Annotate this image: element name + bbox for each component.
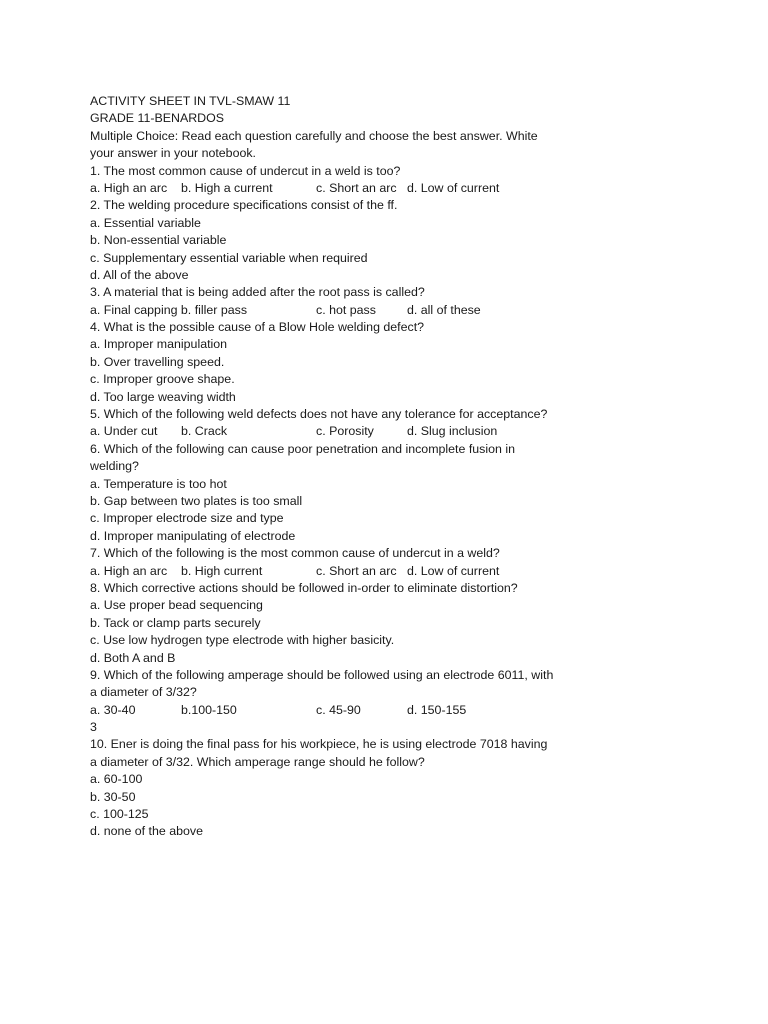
option-d: d. All of the above bbox=[90, 267, 189, 282]
option-a: a. 60-100 bbox=[90, 772, 143, 787]
option-b: b. Non-essential variable bbox=[90, 233, 227, 248]
option-c: c. Improper groove shape. bbox=[90, 372, 235, 387]
option-b: b. Over travelling speed. bbox=[90, 354, 225, 369]
option-d: d. Improper manipulating of electrode bbox=[90, 528, 296, 543]
option-d: d. all of these bbox=[407, 302, 481, 317]
option-d: d. 150-155 bbox=[407, 702, 467, 717]
option-d: d. Low of current bbox=[407, 563, 500, 578]
option-c: c. 100-125 bbox=[90, 807, 149, 822]
option-d: d. Low of current bbox=[407, 180, 500, 195]
question-3: 3. A material that is being added after the root pass is called? bbox=[90, 285, 425, 300]
option-d: d. Too large weaving width bbox=[90, 389, 236, 404]
option-c: c. Improper electrode size and type bbox=[90, 511, 284, 526]
grade-section: GRADE 11-BENARDOS bbox=[90, 111, 225, 126]
question-5: 5. Which of the following weld defects does not have any tolerance for acceptance? bbox=[90, 407, 548, 422]
option-d: d. Both A and B bbox=[90, 650, 176, 665]
option-b: b. High a current bbox=[181, 180, 273, 195]
question-1: 1. The most common cause of undercut in a weld is too? bbox=[90, 163, 401, 178]
question-9-line-2: a diameter of 3/32? bbox=[90, 685, 197, 700]
question-1-options bbox=[90, 180, 590, 197]
option-a: a. Use proper bead sequencing bbox=[90, 598, 263, 613]
option-a: a. High an arc bbox=[90, 180, 168, 195]
option-a: a. Improper manipulation bbox=[90, 337, 228, 352]
question-9-options bbox=[90, 702, 590, 719]
activity-sheet bbox=[90, 93, 590, 841]
option-b: b. Gap between two plates is too small bbox=[90, 493, 303, 508]
option-b: b. Crack bbox=[181, 424, 228, 439]
stray-note: 3 bbox=[90, 720, 97, 735]
option-a: a. Essential variable bbox=[90, 215, 201, 230]
option-c: c. Supplementary essential variable when required bbox=[90, 250, 368, 265]
question-4: 4. What is the possible cause of a Blow Hole welding defect? bbox=[90, 320, 425, 335]
question-7: 7. Which of the following is the most common cause of undercut in a weld? bbox=[90, 546, 500, 561]
option-a: a. Under cut bbox=[90, 424, 158, 439]
option-d: d. none of the above bbox=[90, 824, 203, 839]
option-c: c. Use low hydrogen type electrode with higher basicity. bbox=[90, 633, 395, 648]
option-c: c. Porosity bbox=[316, 424, 374, 439]
question-9-line-1: 9. Which of the following amperage should be followed using an electrode 6011, with bbox=[90, 667, 554, 682]
question-2: 2. The welding procedure specifications consist of the ff. bbox=[90, 198, 398, 213]
option-a: a. High an arc bbox=[90, 563, 168, 578]
option-a: a. Temperature is too hot bbox=[90, 476, 227, 491]
option-a: a. 30-40 bbox=[90, 702, 136, 717]
option-a-b: a. Final capping b. filler pass bbox=[90, 302, 248, 317]
option-b: b. 30-50 bbox=[90, 789, 136, 804]
option-c: c. Short an arc bbox=[316, 563, 397, 578]
option-d: d. Slug inclusion bbox=[407, 424, 498, 439]
instructions-line-2: your answer in your notebook. bbox=[90, 146, 256, 161]
question-5-options bbox=[90, 423, 590, 440]
question-3-options bbox=[90, 302, 590, 319]
question-10-line-2: a diameter of 3/32. Which amperage range should he follow? bbox=[90, 754, 425, 769]
question-6-line-2: welding? bbox=[90, 459, 139, 474]
option-c: c. hot pass bbox=[316, 302, 376, 317]
question-6-line-1: 6. Which of the following can cause poor penetration and incomplete fusion in bbox=[90, 441, 515, 456]
option-b: b. High current bbox=[181, 563, 263, 578]
question-10-line-1: 10. Ener is doing the final pass for his workpiece, he is using electrode 7018 having bbox=[90, 737, 548, 752]
option-b: b. Tack or clamp parts securely bbox=[90, 615, 261, 630]
instructions-line-1: Multiple Choice: Read each question carefully and choose the best answer. White bbox=[90, 128, 538, 143]
option-c: c. 45-90 bbox=[316, 702, 361, 717]
question-7-options bbox=[90, 563, 590, 580]
option-b: b.100-150 bbox=[181, 702, 237, 717]
question-8: 8. Which corrective actions should be followed in-order to eliminate distortion? bbox=[90, 580, 518, 595]
sheet-title: ACTIVITY SHEET IN TVL-SMAW 11 bbox=[90, 94, 291, 108]
option-c: c. Short an arc bbox=[316, 180, 397, 195]
